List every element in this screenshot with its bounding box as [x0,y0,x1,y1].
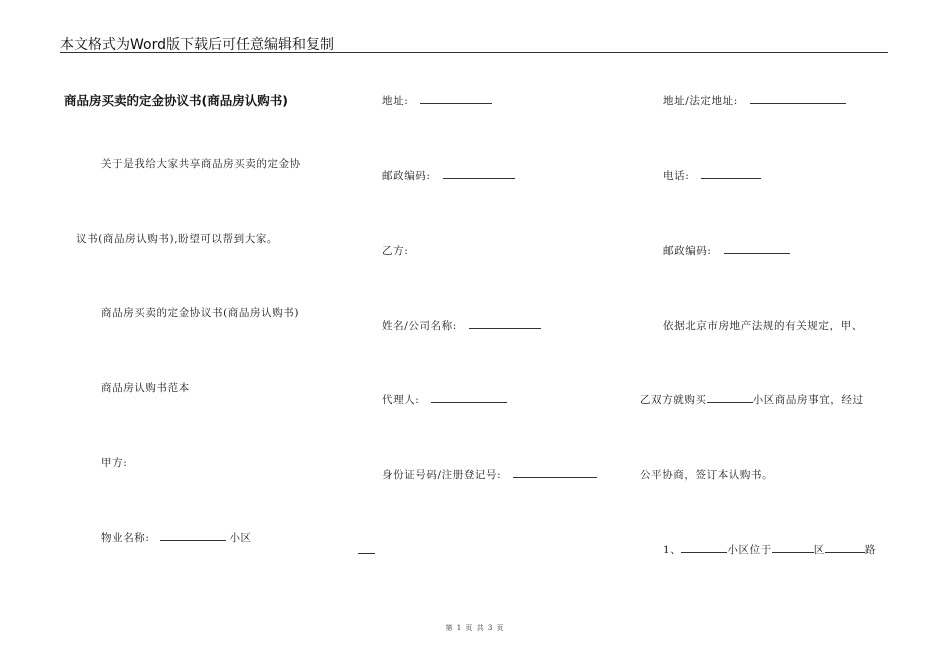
party-b-label: 乙方: [382,245,409,257]
section-heading: 商品房买卖的定金协议书(商品房认购书) [101,307,300,319]
party-b-name-line [382,318,541,333]
agent-label: 代理人: [382,394,420,406]
agent-blank [431,392,507,403]
property-name-blank [160,530,226,541]
intro-line-2: 议书(商品房认购书),盼望可以帮到大家。 [76,233,279,245]
header-rule [60,52,888,53]
intro-line-1: 关于是我给大家共享商品房买卖的定金协 [101,158,301,170]
agreement-para-line-2 [640,392,864,407]
postcode-blank [724,243,790,254]
community-blank [707,392,753,403]
party-a-address-line [382,93,492,108]
phone-label: 电话: [663,170,690,182]
property-name-suffix: 小区 [229,532,252,544]
item-text: 路 [864,544,877,556]
party-a-label: 甲方: [101,457,128,469]
id-number-line [382,467,597,482]
address-blank [420,93,492,104]
item-text: 小区位于 [727,544,772,556]
property-name-line [101,530,252,545]
phone-blank [701,168,761,179]
id-number-blank [513,467,597,478]
phone-line [663,168,761,183]
item-number: 1、 [663,544,682,556]
document-title: 商品房买卖的定金协议书(商品房认购书) [64,93,288,108]
para-text: 乙双方就购买 [640,394,707,406]
agreement-para-line-1: 依据北京市房地产法规的有关规定，甲、 [663,320,863,332]
party-a-postcode-line [382,168,515,183]
name-label: 姓名/公司名称: [382,320,457,332]
para-text: 小区商品房事宜，经过 [752,394,864,406]
agreement-para-line-3: 公平协商，签订本认购书。 [640,469,774,481]
legal-address-label: 地址/法定地址: [663,95,738,107]
property-name-label: 物业名称: [101,532,150,544]
postcode-label: 邮政编码: [382,170,431,182]
name-blank [469,318,541,329]
page-footer: 第 1 页 共 3 页 [445,624,505,632]
item-text: 区 [813,544,825,556]
item-1-line [663,542,876,557]
item-blank [681,542,727,553]
document-header: 本文格式为Word版下载后可任意编辑和复制 [60,37,334,53]
address-label: 地址: [382,95,409,107]
item-blank [825,542,865,553]
party-b-address-line [663,93,846,108]
item-blank [772,542,814,553]
party-b-postcode-line [663,243,790,258]
section-subheading: 商品房认购书范本 [101,382,190,394]
continuation-blank [358,543,375,554]
legal-address-blank [750,93,846,104]
agent-line [382,392,507,407]
id-number-label: 身份证号码/注册登记号: [382,469,502,481]
postcode-blank [443,168,515,179]
postcode-label: 邮政编码: [663,245,712,257]
